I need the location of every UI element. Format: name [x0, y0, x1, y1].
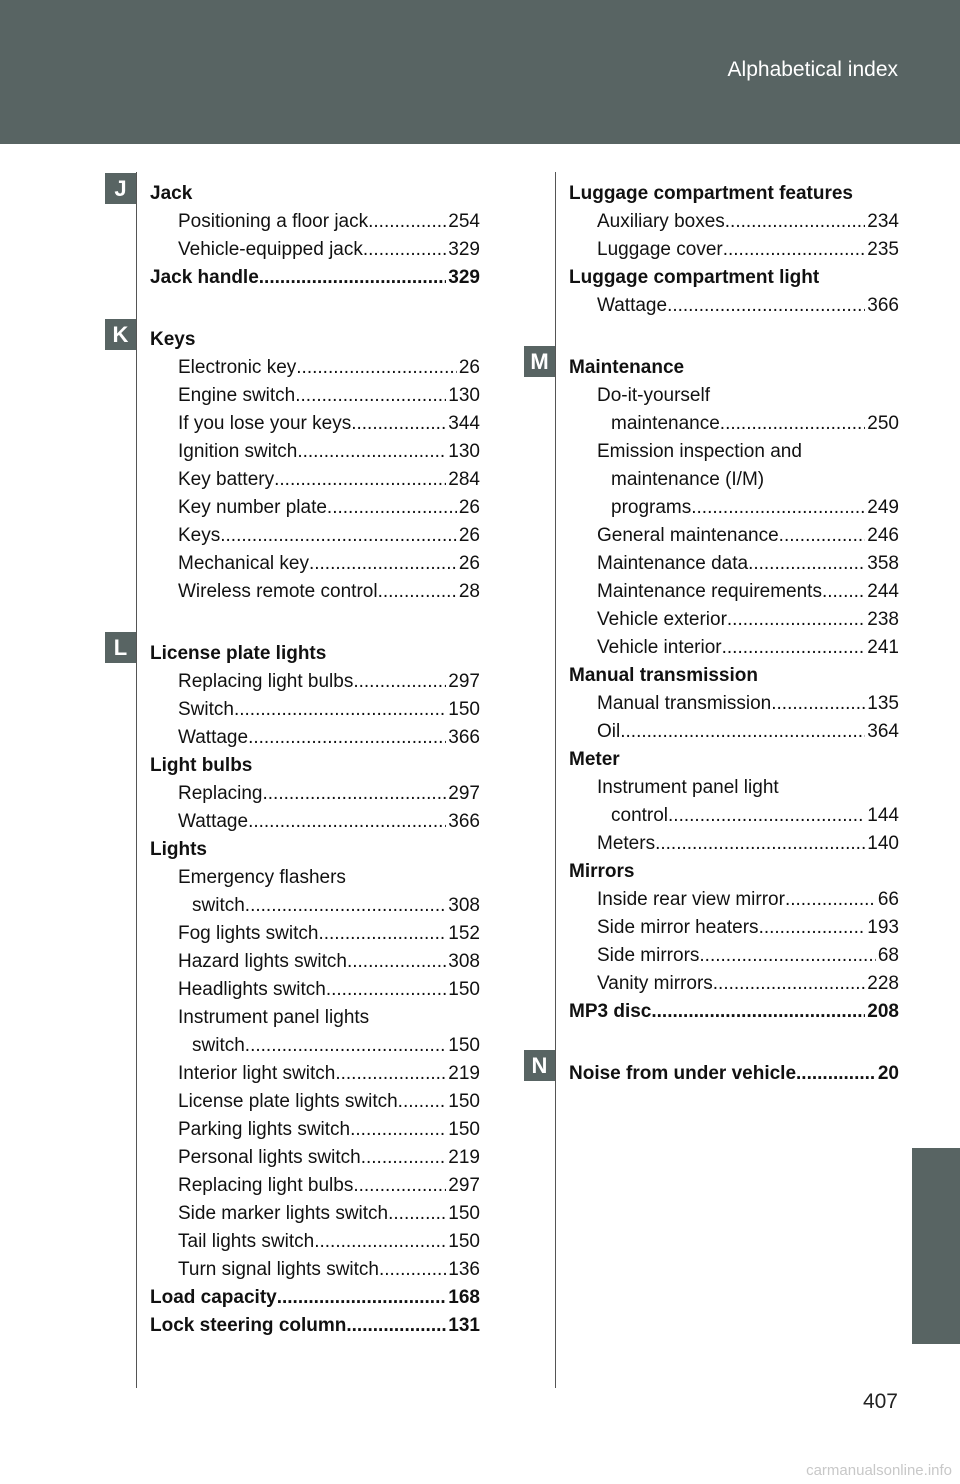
entry-text: Wattage — [178, 811, 249, 832]
index-subentry — [150, 578, 480, 606]
index-subentry — [150, 696, 480, 724]
entry-text: maintenance — [611, 413, 720, 434]
index-subentry — [150, 236, 480, 264]
dot-leader — [759, 914, 866, 942]
entry-text: Load capacity — [150, 1287, 277, 1308]
entry-text: Wattage — [597, 295, 668, 316]
index-subentry — [150, 1228, 480, 1256]
dot-leader — [245, 892, 447, 920]
entry-text: Wattage — [178, 727, 249, 748]
index-heading — [150, 180, 480, 208]
page-ref: 136 — [448, 1259, 480, 1280]
page-ref: 234 — [867, 211, 899, 232]
index-heading — [569, 1060, 899, 1088]
dot-leader — [699, 942, 875, 970]
index-subentry — [150, 1060, 480, 1088]
index-subentry — [150, 466, 480, 494]
dot-leader — [220, 522, 457, 550]
page-ref: 26 — [458, 497, 480, 518]
index-subentry — [150, 864, 480, 892]
entry-text: Jack handle — [150, 267, 259, 288]
index-subentry — [150, 522, 480, 550]
index-subentry — [150, 1004, 480, 1032]
entry-text: Meter — [569, 749, 620, 770]
entry-text: Vehicle exterior — [597, 609, 727, 630]
page-ref: 241 — [867, 637, 899, 658]
page-ref: 150 — [448, 1091, 480, 1112]
index-subentry — [569, 208, 899, 236]
page-ref: 308 — [448, 895, 480, 916]
entry-text: switch — [192, 1035, 245, 1056]
letter-tab-j: J — [105, 173, 136, 204]
letter-tab-m: M — [524, 346, 555, 377]
entry-text: Positioning a floor jack — [178, 211, 369, 232]
entry-gap — [569, 1026, 899, 1060]
dot-leader — [248, 808, 446, 836]
index-subentry — [569, 718, 899, 746]
dot-leader — [651, 998, 865, 1026]
entry-text: Mechanical key — [178, 553, 309, 574]
entry-text: Jack — [150, 183, 193, 204]
page-ref: 208 — [867, 1001, 899, 1022]
dot-leader — [347, 948, 446, 976]
page-ref: 130 — [448, 385, 480, 406]
entry-text: Luggage compartment light — [569, 267, 820, 288]
index-subentry — [569, 690, 899, 718]
entry-text: Replacing light bulbs — [178, 671, 354, 692]
page-ref: 66 — [877, 889, 899, 910]
dot-leader — [297, 438, 446, 466]
index-heading — [569, 264, 899, 292]
index-subentry — [150, 1032, 480, 1060]
watermark: carmanualsonline.info — [806, 1462, 952, 1479]
entry-text: Manual transmission — [597, 693, 772, 714]
entry-text: Auxiliary boxes — [597, 211, 725, 232]
page-ref: 130 — [448, 441, 480, 462]
page-ref: 235 — [867, 239, 899, 260]
entry-text: License plate lights — [150, 643, 327, 664]
dot-leader — [351, 410, 446, 438]
entry-text: Headlights switch — [178, 979, 326, 1000]
entry-text: switch — [192, 895, 245, 916]
entry-text: Turn signal lights switch — [178, 1259, 379, 1280]
page-ref: 150 — [448, 1231, 480, 1252]
entry-text: Replacing — [178, 783, 263, 804]
entry-text: Side mirror heaters — [597, 917, 759, 938]
dot-leader — [318, 920, 446, 948]
index-subentry — [569, 292, 899, 320]
dot-leader — [379, 1256, 446, 1284]
entry-text: License plate lights switch — [178, 1091, 398, 1112]
dot-leader — [722, 634, 866, 662]
index-heading — [150, 640, 480, 668]
dot-leader — [779, 522, 866, 550]
index-subentry — [150, 892, 480, 920]
dot-leader — [796, 1060, 876, 1088]
page-ref: 249 — [867, 497, 899, 518]
entry-text: Ignition switch — [178, 441, 298, 462]
index-subentry — [150, 724, 480, 752]
index-subentry — [150, 438, 480, 466]
dot-leader — [378, 578, 457, 606]
index-subentry — [150, 1172, 480, 1200]
entry-text: Vanity mirrors — [597, 973, 713, 994]
index-subentry — [569, 606, 899, 634]
index-subentry — [569, 550, 899, 578]
dot-leader — [309, 550, 457, 578]
entry-text: programs — [611, 497, 692, 518]
index-subentry — [569, 410, 899, 438]
entry-text: Side mirrors — [597, 945, 700, 966]
entry-text: Lights — [150, 839, 207, 860]
index-subentry — [569, 236, 899, 264]
page-ref: 150 — [448, 699, 480, 720]
index-subentry — [150, 948, 480, 976]
index-subentry — [569, 942, 899, 970]
index-subentry — [569, 802, 899, 830]
index-column-left — [150, 180, 480, 1340]
page-ref: 366 — [448, 811, 480, 832]
entry-text: Manual transmission — [569, 665, 758, 686]
page-ref: 150 — [448, 1119, 480, 1140]
dot-leader — [368, 208, 446, 236]
letter-tab-l: L — [105, 632, 136, 663]
entry-text: Luggage compartment features — [569, 183, 853, 204]
index-heading — [150, 264, 480, 292]
dot-leader — [363, 236, 446, 264]
page-ref: 219 — [448, 1147, 480, 1168]
entry-text: Engine switch — [178, 385, 296, 406]
page-ref: 308 — [448, 951, 480, 972]
entry-gap — [150, 606, 480, 640]
index-subentry — [150, 208, 480, 236]
index-heading — [569, 998, 899, 1026]
dot-leader — [245, 1032, 447, 1060]
entry-text: maintenance (I/M) — [611, 469, 765, 490]
entry-text: Key battery — [178, 469, 275, 490]
dot-leader — [713, 970, 866, 998]
page-ref: 250 — [867, 413, 899, 434]
page-ref: 168 — [448, 1287, 480, 1308]
entry-text: Luggage cover — [597, 239, 723, 260]
index-subentry — [569, 914, 899, 942]
index-subentry — [569, 382, 899, 410]
entry-gap — [150, 292, 480, 326]
entry-text: Personal lights switch — [178, 1147, 361, 1168]
entry-text: Lock steering column — [150, 1315, 347, 1336]
dot-leader — [327, 494, 457, 522]
index-subentry — [150, 808, 480, 836]
dot-leader — [274, 466, 446, 494]
index-subentry — [150, 668, 480, 696]
dot-leader — [350, 1116, 446, 1144]
dot-leader — [234, 696, 446, 724]
index-subentry — [569, 886, 899, 914]
page-ref: 152 — [448, 923, 480, 944]
index-subentry — [569, 522, 899, 550]
dot-leader — [259, 264, 447, 292]
entry-text: Inside rear view mirror — [597, 889, 785, 910]
index-heading — [569, 746, 899, 774]
dot-leader — [263, 780, 447, 808]
index-subentry — [150, 382, 480, 410]
page-ref: 26 — [458, 553, 480, 574]
index-subentry — [150, 1256, 480, 1284]
entry-text: Noise from under vehicle — [569, 1063, 797, 1084]
entry-text: Meters — [597, 833, 656, 854]
index-subentry — [569, 466, 899, 494]
index-heading — [150, 326, 480, 354]
page-ref: 297 — [448, 1175, 480, 1196]
page-ref: 366 — [867, 295, 899, 316]
page-ref: 358 — [867, 553, 899, 574]
index-subentry — [569, 830, 899, 858]
entry-text: Tail lights switch — [178, 1231, 315, 1252]
page-ref: 68 — [877, 945, 899, 966]
dot-leader — [720, 410, 866, 438]
dot-leader — [277, 1284, 447, 1312]
entry-text: Light bulbs — [150, 755, 253, 776]
entry-text: Oil — [597, 721, 621, 742]
entry-text: Instrument panel light — [597, 777, 779, 798]
dot-leader — [314, 1228, 446, 1256]
entry-text: Electronic key — [178, 357, 297, 378]
page-ref: 26 — [458, 525, 480, 546]
page-ref: 28 — [458, 581, 480, 602]
index-thumb-tab — [912, 1148, 960, 1344]
entry-text: Keys — [178, 525, 221, 546]
dot-leader — [620, 718, 865, 746]
entry-text: Mirrors — [569, 861, 635, 882]
page-ref: 238 — [867, 609, 899, 630]
dot-leader — [748, 550, 865, 578]
dot-leader — [723, 236, 866, 264]
page-ref: 254 — [448, 211, 480, 232]
entry-text: Hazard lights switch — [178, 951, 347, 972]
page-ref: 228 — [867, 973, 899, 994]
dot-leader — [353, 668, 446, 696]
index-heading — [569, 858, 899, 886]
entry-text: Maintenance data — [597, 553, 749, 574]
entry-text: Keys — [150, 329, 196, 350]
entry-text: General maintenance — [597, 525, 779, 546]
index-subentry — [150, 976, 480, 1004]
entry-text: If you lose your keys — [178, 413, 352, 434]
dot-leader — [388, 1200, 446, 1228]
entry-text: Interior light switch — [178, 1063, 336, 1084]
entry-text: Maintenance requirements — [597, 581, 822, 602]
dot-leader — [725, 208, 866, 236]
page-ref: 150 — [448, 979, 480, 1000]
page-ref: 329 — [448, 267, 480, 288]
column-divider-left — [136, 172, 137, 1388]
page-ref: 150 — [448, 1203, 480, 1224]
entry-text: Maintenance — [569, 357, 685, 378]
page-ref: 344 — [448, 413, 480, 434]
index-subentry — [569, 774, 899, 802]
index-subentry — [150, 550, 480, 578]
section-title: Alphabetical index — [727, 58, 898, 81]
page-ref: 20 — [877, 1063, 899, 1084]
page-ref: 297 — [448, 783, 480, 804]
dot-leader — [668, 802, 865, 830]
index-subentry — [569, 970, 899, 998]
index-subentry — [150, 410, 480, 438]
page-ref: 364 — [867, 721, 899, 742]
dot-leader — [398, 1088, 447, 1116]
entry-text: Vehicle interior — [597, 637, 722, 658]
index-heading — [569, 662, 899, 690]
page-ref: 329 — [448, 239, 480, 260]
page-ref: 193 — [867, 917, 899, 938]
dot-leader — [296, 354, 457, 382]
dot-leader — [667, 292, 865, 320]
entry-text: MP3 disc — [569, 1001, 652, 1022]
index-heading — [150, 836, 480, 864]
page-ref: 297 — [448, 671, 480, 692]
page-ref: 366 — [448, 727, 480, 748]
dot-leader — [295, 382, 446, 410]
dot-leader — [353, 1172, 446, 1200]
index-heading — [569, 354, 899, 382]
entry-text: Instrument panel lights — [178, 1007, 370, 1028]
dot-leader — [771, 690, 865, 718]
dot-leader — [727, 606, 865, 634]
index-subentry — [569, 438, 899, 466]
dot-leader — [822, 578, 865, 606]
entry-text: Parking lights switch — [178, 1119, 351, 1140]
page-ref: 150 — [448, 1035, 480, 1056]
index-subentry — [569, 578, 899, 606]
page-ref: 284 — [448, 469, 480, 490]
page-ref: 131 — [448, 1315, 480, 1336]
page-ref: 140 — [867, 833, 899, 854]
dot-leader — [346, 1312, 446, 1340]
page-ref: 246 — [867, 525, 899, 546]
letter-tab-k: K — [105, 319, 136, 350]
page-number: 407 — [862, 1390, 898, 1413]
page-ref: 219 — [448, 1063, 480, 1084]
index-heading — [150, 1312, 480, 1340]
page-ref: 26 — [458, 357, 480, 378]
entry-text: Do-it-yourself — [597, 385, 710, 406]
entry-text: Emergency flashers — [178, 867, 346, 888]
index-subentry — [150, 494, 480, 522]
dot-leader — [655, 830, 865, 858]
letter-tab-n: N — [524, 1050, 555, 1081]
entry-text: Emission inspection and — [597, 441, 802, 462]
index-heading — [150, 752, 480, 780]
dot-leader — [326, 976, 446, 1004]
index-subentry — [150, 1144, 480, 1172]
dot-leader — [785, 886, 876, 914]
index-subentry — [150, 780, 480, 808]
entry-text: control — [611, 805, 669, 826]
dot-leader — [361, 1144, 447, 1172]
index-subentry — [150, 1200, 480, 1228]
dot-leader — [691, 494, 865, 522]
page-ref: 244 — [867, 581, 899, 602]
page-ref: 144 — [867, 805, 899, 826]
entry-text: Side marker lights switch — [178, 1203, 389, 1224]
entry-gap — [569, 320, 899, 354]
index-subentry — [150, 354, 480, 382]
entry-text: Key number plate — [178, 497, 327, 518]
index-subentry — [569, 634, 899, 662]
page-header — [0, 0, 960, 144]
entry-text: Fog lights switch — [178, 923, 319, 944]
dot-leader — [248, 724, 446, 752]
index-subentry — [569, 494, 899, 522]
column-divider-middle — [555, 172, 556, 1388]
index-heading — [150, 1284, 480, 1312]
entry-text: Vehicle-equipped jack — [178, 239, 363, 260]
index-heading — [569, 180, 899, 208]
page-ref: 135 — [867, 693, 899, 714]
index-subentry — [150, 1116, 480, 1144]
index-subentry — [150, 1088, 480, 1116]
entry-text: Replacing light bulbs — [178, 1175, 354, 1196]
index-column-right — [569, 180, 899, 1088]
entry-text: Wireless remote control — [178, 581, 378, 602]
entry-text: Switch — [178, 699, 234, 720]
index-subentry — [150, 920, 480, 948]
dot-leader — [335, 1060, 446, 1088]
